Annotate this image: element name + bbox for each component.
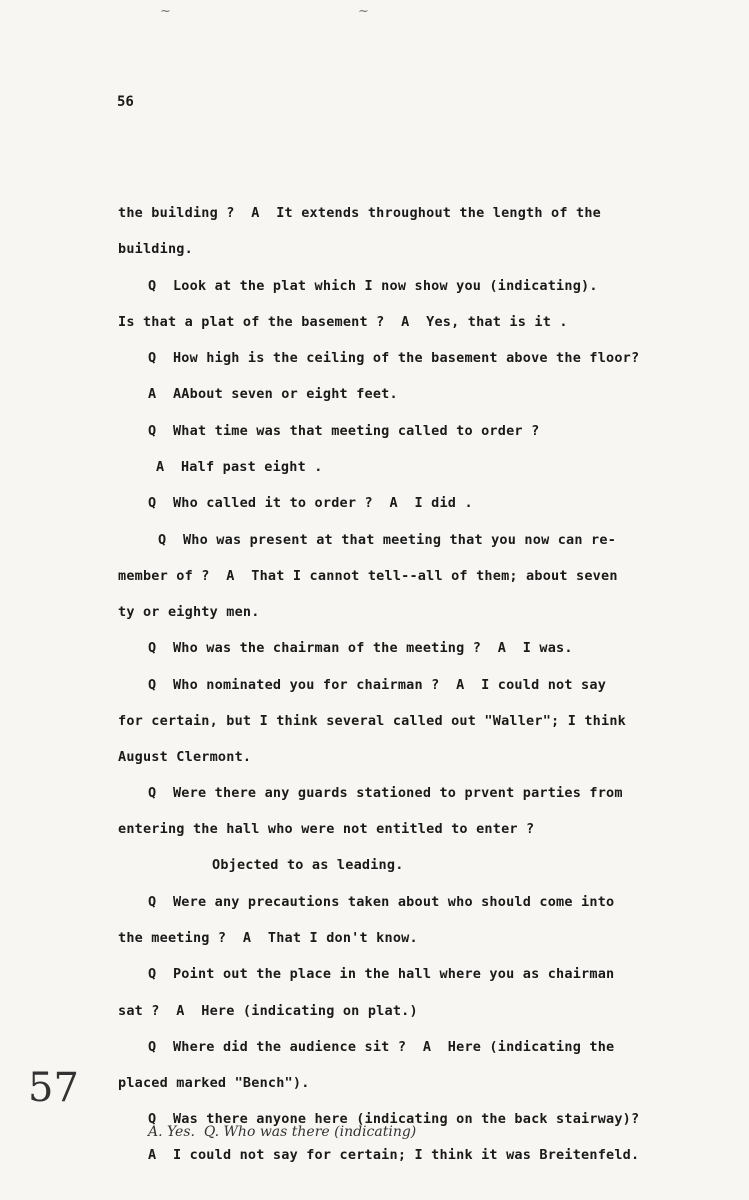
- top-mark-left: ~: [160, 4, 171, 19]
- text-line-1: the building ? A It extends throughout the length of the: [118, 205, 602, 221]
- text-line-13: Q Who was the chairman of the meeting ? A I was.: [148, 640, 573, 656]
- text-line-2: building.: [118, 241, 193, 257]
- text-line-8: A Half past eight .: [156, 459, 323, 475]
- text-line-14: Q Who nominated you for chairman ? A I could not say: [148, 677, 607, 693]
- text-line-17: Q Were there any guards stationed to prvent parties from: [148, 785, 623, 801]
- text-line-18: entering the hall who were not entitled to enter ?: [118, 821, 535, 837]
- text-line-11: member of ? A That I cannot tell--all of them; about seven: [118, 568, 618, 584]
- text-line-21: the meeting ? A That I don't know.: [118, 930, 418, 946]
- text-line-15: for certain, but I think several called out "Waller"; I think: [118, 713, 626, 729]
- text-line-20: Q Were any precautions taken about who should come into: [148, 894, 615, 910]
- text-line-10: Q Who was present at that meeting that you now can re-: [158, 532, 617, 548]
- text-line-4: Is that a plat of the basement ? A Yes, that is it .: [118, 314, 568, 330]
- text-line-25: placed marked "Bench").: [118, 1075, 310, 1091]
- text-line-22: Q Point out the place in the hall where you as chairman: [148, 966, 615, 982]
- text-line-27: A I could not say for certain; I think it was Breitenfeld.: [148, 1147, 640, 1163]
- text-line-9: Q Who called it to order ? A I did .: [148, 495, 473, 511]
- top-mark-center: ~: [358, 4, 369, 19]
- text-line-6: A AAbout seven or eight feet.: [148, 386, 398, 402]
- page-number: 56: [117, 94, 134, 110]
- objection-line: Objected to as leading.: [212, 857, 404, 873]
- text-line-12: ty or eighty men.: [118, 604, 260, 620]
- text-line-5: Q How high is the ceiling of the basement above the floor?: [148, 350, 640, 366]
- text-line-3: Q Look at the plat which I now show you (indicating).: [148, 278, 598, 294]
- text-line-16: August Clermont.: [118, 749, 252, 765]
- text-line-23: sat ? A Here (indicating on plat.): [118, 1003, 418, 1019]
- text-line-24: Q Where did the audience sit ? A Here (indicating the: [148, 1039, 615, 1055]
- text-line-7: Q What time was that meeting called to order ?: [148, 423, 540, 439]
- margin-page-number: 57: [28, 1065, 79, 1111]
- text-line-26: Q Was there anyone here (indicating on the back stairway)?: [148, 1111, 640, 1127]
- handwritten-insert: A. Yes. Q. Who was there (indicating): [148, 1124, 417, 1140]
